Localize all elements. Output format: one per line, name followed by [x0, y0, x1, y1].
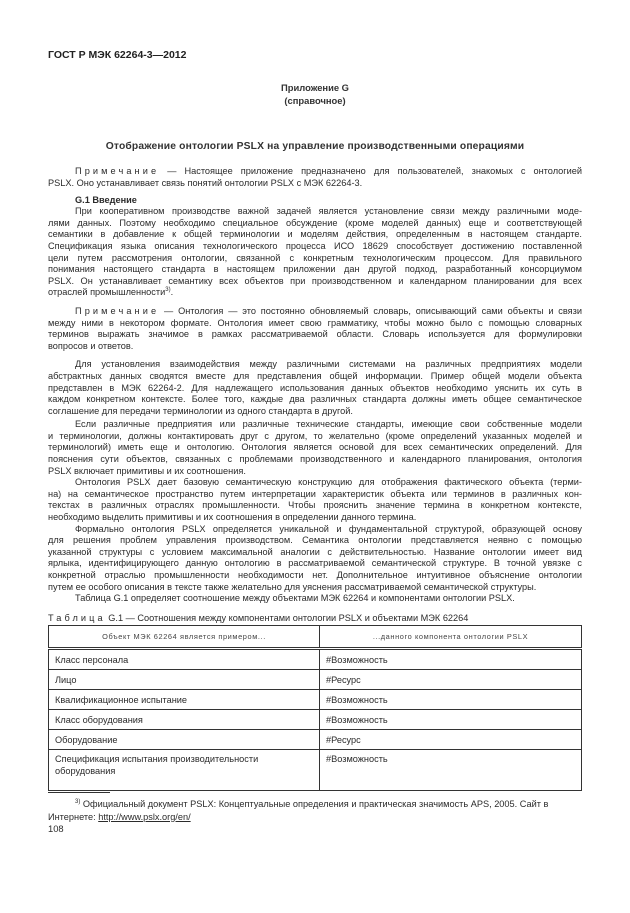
- text-line: [48, 394, 582, 406]
- note-label: Примечание: [75, 166, 160, 176]
- table-row: [49, 670, 582, 690]
- table-cell: #Возможность: [320, 649, 582, 670]
- line-text: указанной структуры с условием максимальной аналогии с действительностью. Название онтологии имеет вид: [48, 546, 582, 557]
- line-text: понимания настоящего стандарта в настоящем приложении дан другой подход, разработанный консорциумом: [48, 264, 582, 275]
- line-text: Формально онтология PSLX определяется уникальной и фундаментальной структурой, образующей основу: [75, 523, 582, 534]
- table-cell: Класс оборудования: [49, 710, 320, 730]
- footnote-reference[interactable]: 3): [165, 287, 171, 294]
- text-line: [48, 253, 582, 265]
- text-line: [48, 383, 582, 395]
- text-line: [48, 178, 582, 190]
- note-paragraph: [48, 166, 582, 189]
- table-header-row: [49, 626, 582, 649]
- annex-title: Приложение G: [281, 82, 349, 93]
- line-text: путем ее особого описания в тексте также желательно для уяснения рассматриваемой семантической структуры.: [48, 581, 537, 592]
- text-line: [48, 406, 582, 418]
- paragraph: [48, 206, 582, 299]
- table-row: [49, 730, 582, 750]
- line-text: PSLX. Оно устанавливает связь понятий онтологии PSLX с МЭК 62264-3.: [48, 177, 363, 188]
- line-text: текстах в различных отраслях промышленности. Чтобы прояснить значение термина в конкретном контексте,: [48, 500, 582, 511]
- footnote: [48, 798, 582, 823]
- text-line: [48, 547, 582, 559]
- text-line: [48, 593, 582, 605]
- line-text: Для установления взаимодействия между различными системами на различных предприятиях модели: [75, 359, 582, 370]
- table-cell: #Ресурс: [320, 730, 582, 750]
- line-text: отраслей промышленности: [48, 287, 166, 298]
- table-caption-text: G.1 — Соотношения между компонентами онтологии PSLX и объектами МЭК 62264: [105, 613, 469, 623]
- table-cell: #Возможность: [320, 750, 582, 791]
- section-heading: G.1 Введение: [75, 195, 137, 206]
- line-text: Если различные предприятия или различные технические стандарты, имеющие свои собственные модели: [75, 419, 582, 430]
- line-text: Спецификация языка описания технологического процесса ИСО 18629 способствует достижению поставленной: [48, 240, 582, 251]
- text-line: [48, 318, 582, 330]
- table-caption: [48, 613, 468, 623]
- text-line: [48, 229, 582, 241]
- table-cell: #Возможность: [320, 710, 582, 730]
- line-text: пояснения сути объектов, связанных с проблемами производственного и календарного планирования, онтология: [48, 454, 582, 465]
- text-line: [48, 442, 582, 454]
- text-line: [48, 570, 582, 582]
- text-line: [48, 287, 582, 299]
- paragraph: [48, 359, 582, 417]
- document-header: ГОСТ Р МЭК 62264-3—2012: [48, 49, 187, 61]
- text-line: [48, 329, 582, 341]
- table-cell: Оборудование: [49, 730, 320, 750]
- table-row: [49, 750, 582, 791]
- line-text: вопросов и ответов.: [48, 340, 134, 351]
- annex-heading: Отображение онтологии PSLX на управление производственными операциями: [105, 141, 525, 152]
- line-text: представлен в МЭК 62264-2. Для надлежащего использования данных объектов необходимо уяснить их суть в: [48, 382, 582, 393]
- table-row: [49, 690, 582, 710]
- text-line: [48, 241, 582, 253]
- body-text: [48, 166, 582, 605]
- text-line: [48, 454, 582, 466]
- table-row: [49, 710, 582, 730]
- table-cell: #Ресурс: [320, 670, 582, 690]
- text-line: [48, 535, 582, 547]
- line-text: каждом конкретном контексте. Более того, каждые два различных стандарта должны иметь общее семантическое: [48, 394, 582, 405]
- column-header: Объект МЭК 62264 является примером...: [49, 626, 320, 649]
- text-line: [48, 477, 582, 489]
- line-text: между ними в некотором формате. Онтология имеет свою грамматику, чтобы можно было с помощью словарных: [48, 317, 582, 328]
- paragraph: [48, 593, 582, 605]
- text-line: [48, 582, 582, 594]
- line-text: терминов выражать значимое в рамках рассматриваемой области. Словарь используется для формулировки: [48, 329, 582, 340]
- text-line: [48, 431, 582, 443]
- line-text: PSLX включает примитивы и их соотношения.: [48, 465, 246, 476]
- footnote-text: Официальный документ PSLX: Концептуальные определения и практическая значимость APS, 2005. Сайт в Интернете:: [48, 799, 549, 822]
- mapping-table: [48, 625, 582, 791]
- text-line: [48, 359, 582, 371]
- line-text: для решения проблем управления производством. Семантика онтологии представляется неявно с помощью: [48, 535, 582, 546]
- line-text: абстрактных данных сводятся вместе для представления общей информации. Пример общей модели объекта: [48, 370, 582, 381]
- text-line: [48, 419, 582, 431]
- text-line: [48, 206, 582, 218]
- text-line: [48, 524, 582, 536]
- line-text: терминологий) иметь еще и онтологию. Онтология является основой для всех семантических определений. Для: [48, 442, 582, 453]
- line-text: Онтология PSLX дает базовую семантическую конструкцию для отображения фактического объекта (терми-: [75, 477, 582, 488]
- paragraph: [48, 419, 582, 477]
- text-line: [48, 276, 582, 288]
- line-text: соглашение для передачи терминологии из одного стандарта в другой.: [48, 405, 353, 416]
- line-text: и терминологии, должны контактировать друг с другом, то желательно (кроме определений указанных моделей и: [48, 430, 582, 441]
- footnote-mark: 3): [75, 799, 81, 805]
- text-line: [48, 558, 582, 570]
- note-label: Примечание: [75, 305, 160, 316]
- line-text: конкретной отраслью промышленности необходимости нет. Дополнительное интуитивное объяснение онтологии: [48, 570, 582, 580]
- table-cell: Класс персонала: [49, 649, 320, 670]
- table-row: [49, 649, 582, 670]
- text-line: [48, 306, 582, 318]
- line-text: — Онтология — это постоянно обновляемый словарь, описывающий сами объекты и связи: [159, 305, 582, 316]
- table-caption-label: Таблица: [48, 613, 106, 623]
- line-text: PSLX. Он устанавливает семантику всех объектов при производственном и календарном планировании для всех: [48, 275, 582, 286]
- table-cell: Квалификационное испытание: [49, 690, 320, 710]
- table-cell: Лицо: [49, 670, 320, 690]
- table-cell: Спецификация испытания производительности оборудования: [49, 750, 320, 791]
- footnote-divider: [48, 792, 110, 793]
- line-text: Таблица G.1 определяет соотношение между объектами МЭК 62264 и компонентами онтологии PSLX.: [75, 593, 515, 604]
- paragraph: [48, 477, 582, 523]
- line-text: на) на семантическое пространство путем интерпретации характеристик объекта или терминов в различных кон-: [48, 488, 582, 499]
- line-text: ярлыка, идентифицирующего данную онтологию в рассматриваемой семантической структуре. В точной увязке с: [48, 558, 582, 569]
- line-text: цели путем рассмотрения онтологии, связанной с конкретным технологическим процессом. Для правильного: [48, 252, 582, 263]
- line-text: семантики в добавление к общей терминологии и моделям действия, определенным в настоящем стандарте.: [48, 229, 582, 240]
- annex-kind: (справочное): [284, 95, 346, 106]
- text-line: [48, 489, 582, 501]
- text-line: [48, 512, 582, 524]
- column-header: ...данного компонента онтологии PSLX: [320, 626, 582, 649]
- text-line: [48, 500, 582, 512]
- line-text: .: [170, 287, 174, 298]
- table-cell: #Возможность: [320, 690, 582, 710]
- text-line: [48, 341, 582, 353]
- note-paragraph: [48, 306, 582, 352]
- line-text: лями данных. Поэтому необходимо специальное обсуждение (кроме моделей данных) еще и соответствующей: [48, 217, 582, 228]
- text-line: [48, 466, 582, 478]
- line-text: При кооперативном производстве важной задачей является установление связи между различными моде-: [75, 206, 582, 217]
- text-line: [48, 264, 582, 276]
- footnote-link[interactable]: http://www.pslx.org/en/: [98, 811, 191, 822]
- text-line: [48, 218, 582, 230]
- text-line: [48, 166, 582, 178]
- paragraph: [48, 524, 582, 594]
- page-number: 108: [48, 823, 64, 834]
- line-text: необходимо выделить примитивы и их соотношения в определении данного термина.: [48, 512, 417, 523]
- line-text: — Настоящее приложение предназначено для пользователей, знакомых с онтологией: [159, 166, 582, 176]
- text-line: [48, 371, 582, 383]
